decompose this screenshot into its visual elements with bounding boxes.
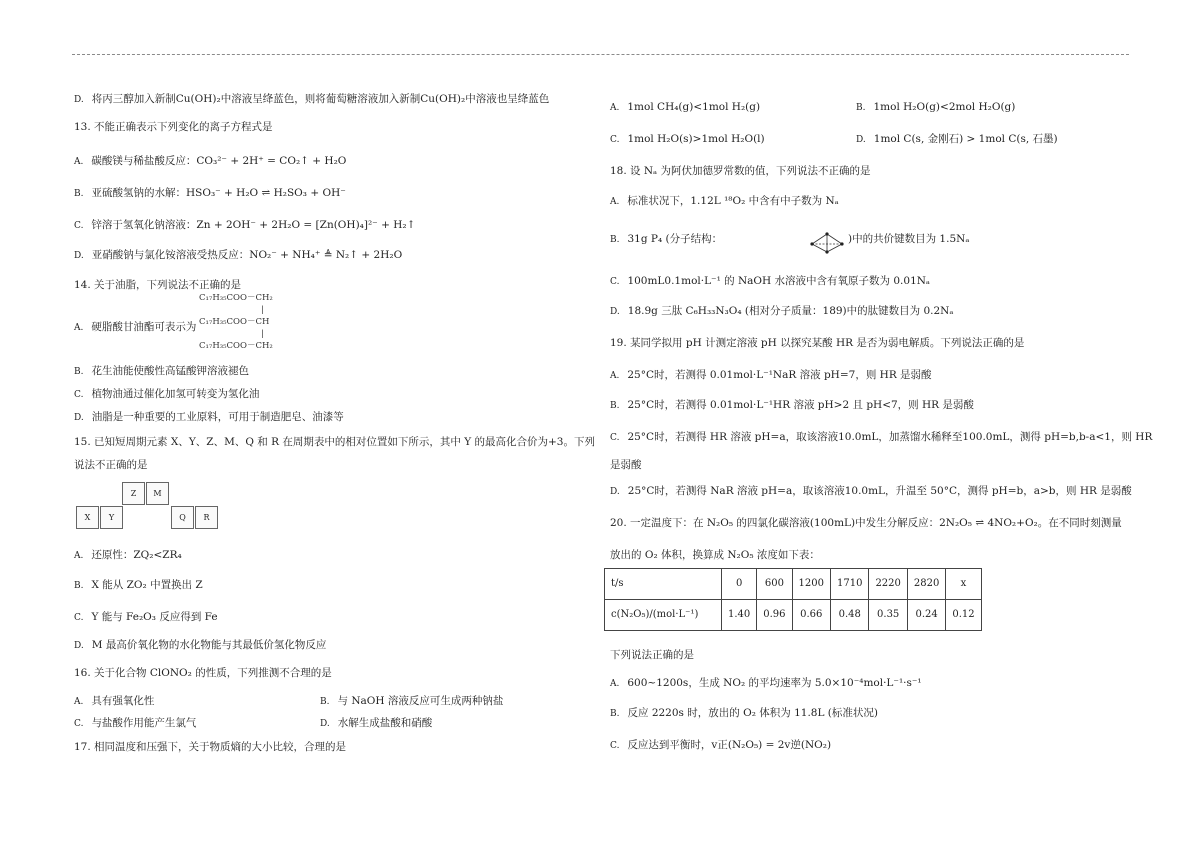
option-letter: D. <box>74 95 84 105</box>
left-line <box>74 666 332 680</box>
table-cell: 1.40 <box>722 600 757 631</box>
right-line <box>610 430 1152 445</box>
q16-option-line <box>320 694 503 709</box>
table-header-cell: x <box>946 569 981 600</box>
left-line <box>74 154 346 169</box>
concentration-table <box>604 568 982 631</box>
option-letter: C. <box>74 390 84 400</box>
right-line <box>610 368 932 383</box>
line-text: 具有强氧化性 <box>91 695 155 707</box>
left-line <box>74 410 344 425</box>
glyceryl-stearate-formula <box>199 292 273 352</box>
table-header-cell: 2820 <box>907 569 945 600</box>
table-header-cell: t/s <box>605 569 722 600</box>
table-cell: 0.96 <box>757 600 792 631</box>
line-text: 放出的 O₂ 体积，换算成 N₂O₅ 浓度如下表： <box>610 549 820 561</box>
option-letter: B. <box>610 401 620 411</box>
option-letter: A. <box>74 551 84 561</box>
line-text: 1mol C(s, 金刚石) > 1mol C(s, 石墨) <box>873 133 1058 145</box>
option-letter: C. <box>74 613 84 623</box>
option-letter: A. <box>74 697 84 707</box>
line-text: 1mol H₂O(s)>1mol H₂O(l) <box>627 133 765 145</box>
table-cell: 0.35 <box>869 600 907 631</box>
line-text: M 最高价氧化物的水化物能与其最低价氢化物反应 <box>91 639 327 651</box>
line-text: 18. 设 Nₐ 为阿伏加德罗常数的值，下列说法不正确的是 <box>610 165 871 177</box>
pt-cell-y: Y <box>100 506 123 529</box>
right-line <box>610 484 1132 499</box>
line-text: 25°C时，若测得 HR 溶液 pH=a，取该溶液10.0mL，加蒸馏水稀释至100.0mL，测得 pH=b,b-a<1，则 HR <box>627 431 1153 443</box>
periodic-table-fragment <box>74 482 224 532</box>
option-letter: B. <box>74 367 84 377</box>
q17-option-line <box>610 100 760 115</box>
left-line <box>74 186 346 201</box>
option-letter: D. <box>74 641 84 651</box>
pt-cell-x: X <box>76 506 99 529</box>
line-text: 31g P₄ (分子结构： <box>627 233 723 245</box>
table-cell: 0.66 <box>792 600 830 631</box>
option-letter: A. <box>610 103 620 113</box>
right-line <box>610 738 831 753</box>
line-text: 25°C时，若测得 0.01mol·L⁻¹HR 溶液 pH>2 且 pH<7，则 HR 是弱酸 <box>627 399 974 411</box>
line-text: 17. 相同温度和压强下，关于物质熵的大小比较，合理的是 <box>74 741 347 753</box>
line-text: 将丙三醇加入新制Cu(OH)₂中溶液呈绛蓝色，则将葡萄糖溶液加入新制Cu(OH)₂中溶液也呈绛蓝色 <box>91 93 550 105</box>
option-letter: A. <box>610 197 620 207</box>
right-line <box>610 706 878 721</box>
right-line <box>610 648 694 662</box>
table-header-cell: 2220 <box>869 569 907 600</box>
line-text: 锌溶于氢氧化钠溶液：Zn + 2OH⁻ + 2H₂O = [Zn(OH)₄]²⁻ + H₂↑ <box>91 219 416 231</box>
q16-option-line <box>74 694 154 709</box>
option-letter: D. <box>610 307 620 317</box>
option-letter: C. <box>74 221 84 231</box>
bond-mark: | <box>261 329 264 339</box>
table-row <box>605 600 982 631</box>
line-text: 亚硫酸氢钠的水解：HSO₃⁻ + H₂O ⇌ H₂SO₃ + OH⁻ <box>91 187 346 199</box>
option-letter: D. <box>74 413 84 423</box>
left-line <box>74 578 203 593</box>
option-letter: B. <box>320 697 330 707</box>
left-line <box>74 458 148 472</box>
option-letter: A. <box>610 371 620 381</box>
line-text: 18.9g 三肽 C₆H₃₃N₃O₄ (相对分子质量：189)中的肽键数目为 0.2Nₐ <box>627 305 954 317</box>
option-letter: A. <box>74 323 84 333</box>
right-line <box>610 398 974 413</box>
option-letter: B. <box>610 235 620 245</box>
left-line <box>74 278 241 292</box>
table-header-cell: 0 <box>722 569 757 600</box>
formula-line-2: C₁₇H₃₅COO－CH <box>199 317 270 327</box>
left-line <box>74 638 326 653</box>
left-line <box>74 548 182 563</box>
line-text: 与盐酸作用能产生氯气 <box>91 717 197 729</box>
option-letter: A. <box>610 679 620 689</box>
line-text: 25°C时，若测得 0.01mol·L⁻¹NaR 溶液 pH=7，则 HR 是弱酸 <box>627 369 932 381</box>
left-line <box>74 740 346 754</box>
table-cell: 0.24 <box>907 600 945 631</box>
option-letter: C. <box>610 433 620 443</box>
left-line <box>74 435 595 449</box>
line-text: 16. 关于化合物 ClONO₂ 的性质，下列推测不合理的是 <box>74 667 332 679</box>
line-text: 25°C时，若测得 NaR 溶液 pH=a，取该溶液10.0mL，升温至 50°C，测得 pH=b，a>b，则 HR 是弱酸 <box>627 485 1132 497</box>
table-header-cell: 1200 <box>792 569 830 600</box>
left-line <box>74 120 273 134</box>
option-letter: C. <box>610 741 620 751</box>
option-letter: D. <box>320 719 330 729</box>
left-line <box>74 92 549 107</box>
line-text: 反应 2220s 时，放出的 O₂ 体积为 11.8L (标准状况) <box>627 707 878 719</box>
right-line <box>610 232 722 247</box>
q16-option-line <box>320 716 432 731</box>
option-letter: C. <box>610 135 620 145</box>
line-text: 标准状况下，1.12L ¹⁸O₂ 中含有中子数为 Nₐ <box>627 195 839 207</box>
right-line <box>610 164 870 178</box>
formula-line-3: C₁₇H₃₅COO－CH₂ <box>199 341 273 351</box>
option-letter: D. <box>74 251 84 261</box>
table-cell: 0.48 <box>830 600 868 631</box>
left-line <box>74 387 259 402</box>
option-letter: B. <box>74 581 84 591</box>
line-text: 13. 不能正确表示下列变化的离子方程式是 <box>74 121 273 133</box>
right-line <box>610 132 765 147</box>
line-text: 硬脂酸甘油酯可表示为 <box>91 321 197 333</box>
header-rule <box>72 54 1129 55</box>
option-letter: C. <box>610 277 620 287</box>
q18b-tail: )中的共价键数目为 1.5Nₐ <box>848 233 970 245</box>
option-letter: B. <box>856 103 866 113</box>
line-text: 下列说法正确的是 <box>610 649 694 661</box>
line-text: 油脂是一种重要的工业原料，可用于制造肥皂、油漆等 <box>91 411 344 423</box>
option-letter: D. <box>856 135 866 145</box>
tetrahedron-icon <box>808 232 846 254</box>
right-line <box>610 458 642 472</box>
left-line <box>74 364 249 379</box>
line-text: 是弱酸 <box>610 459 642 471</box>
table-row <box>605 569 982 600</box>
p4-structure <box>808 232 846 254</box>
bond-mark: | <box>261 305 264 315</box>
line-text: 600~1200s，生成 NO₂ 的平均速率为 5.0×10⁻⁴mol·L⁻¹·s⁻¹ <box>627 677 922 689</box>
line-text: 植物油通过催化加氢可转变为氢化油 <box>91 388 260 400</box>
line-text: 反应达到平衡时，v正(N₂O₅) = 2v逆(NO₂) <box>627 739 832 751</box>
line-text: 100mL0.1mol·L⁻¹ 的 NaOH 水溶液中含有氧原子数为 0.01Nₐ <box>627 275 930 287</box>
line-text: 14. 关于油脂，下列说法不正确的是 <box>74 279 242 291</box>
pt-cell-z: Z <box>122 482 145 505</box>
q16-option-line <box>74 716 196 731</box>
line-text: 19. 某同学拟用 pH 计测定溶液 pH 以探究某酸 HR 是否为弱电解质。下列说法正确的是 <box>610 337 1025 349</box>
right-line <box>610 548 820 562</box>
q17-option-line <box>856 100 1015 115</box>
left-line <box>74 610 218 625</box>
right-line <box>610 194 839 209</box>
line-text: 碳酸镁与稀盐酸反应：CO₃²⁻ + 2H⁺ = CO₂↑ + H₂O <box>91 155 347 167</box>
right-line <box>610 676 922 691</box>
right-line <box>610 336 1024 350</box>
option-letter: A. <box>74 157 84 167</box>
option-letter: C. <box>74 719 84 729</box>
left-line <box>74 248 402 263</box>
line-text: 说法不正确的是 <box>74 459 148 471</box>
line-text: 还原性：ZQ₂<ZR₄ <box>91 549 182 561</box>
table-cell: 0.12 <box>946 600 981 631</box>
right-line <box>610 516 1122 530</box>
q17-option-line <box>856 132 1058 147</box>
line-text: 水解生成盐酸和硝酸 <box>337 717 433 729</box>
line-text: 与 NaOH 溶液反应可生成两种钠盐 <box>337 695 504 707</box>
line-text: X 能从 ZO₂ 中置换出 Z <box>91 579 203 591</box>
line-text: 1mol H₂O(g)<2mol H₂O(g) <box>873 101 1016 113</box>
left-line <box>74 320 196 335</box>
line-text: 20. 一定温度下：在 N₂O₅ 的四氯化碳溶液(100mL)中发生分解反应：2N₂O₅ ⇌ 4NO₂+O₂。在不同时刻测量 <box>610 517 1122 529</box>
line-text: 1mol CH₄(g)<1mol H₂(g) <box>627 101 761 113</box>
pt-cell-m: M <box>146 482 169 505</box>
table-header-cell: 1710 <box>830 569 868 600</box>
option-letter: B. <box>610 709 620 719</box>
line-text: 亚硝酸钠与氯化铵溶液受热反应：NO₂⁻ + NH₄⁺ ≜ N₂↑ + 2H₂O <box>91 249 403 261</box>
line-text: 花生油能使酸性高锰酸钾溶液褪色 <box>91 365 249 377</box>
table-header-cell: 600 <box>757 569 792 600</box>
pt-cell-q: Q <box>171 506 194 529</box>
line-text: Y 能与 Fe₂O₃ 反应得到 Fe <box>91 611 218 623</box>
option-letter: B. <box>74 189 84 199</box>
right-line <box>610 304 953 319</box>
formula-line-1: C₁₇H₃₅COO－CH₂ <box>199 293 273 303</box>
left-line <box>74 218 415 233</box>
pt-cell-r: R <box>195 506 218 529</box>
right-line <box>610 274 930 289</box>
table-cell: c(N₂O₅)/(mol·L⁻¹) <box>605 600 722 631</box>
option-letter: D. <box>610 487 620 497</box>
line-text: 15. 已知短周期元素 X、Y、Z、M、Q 和 R 在周期表中的相对位置如下所示，其中 Y 的最高化合价为+3。下列 <box>74 436 595 448</box>
